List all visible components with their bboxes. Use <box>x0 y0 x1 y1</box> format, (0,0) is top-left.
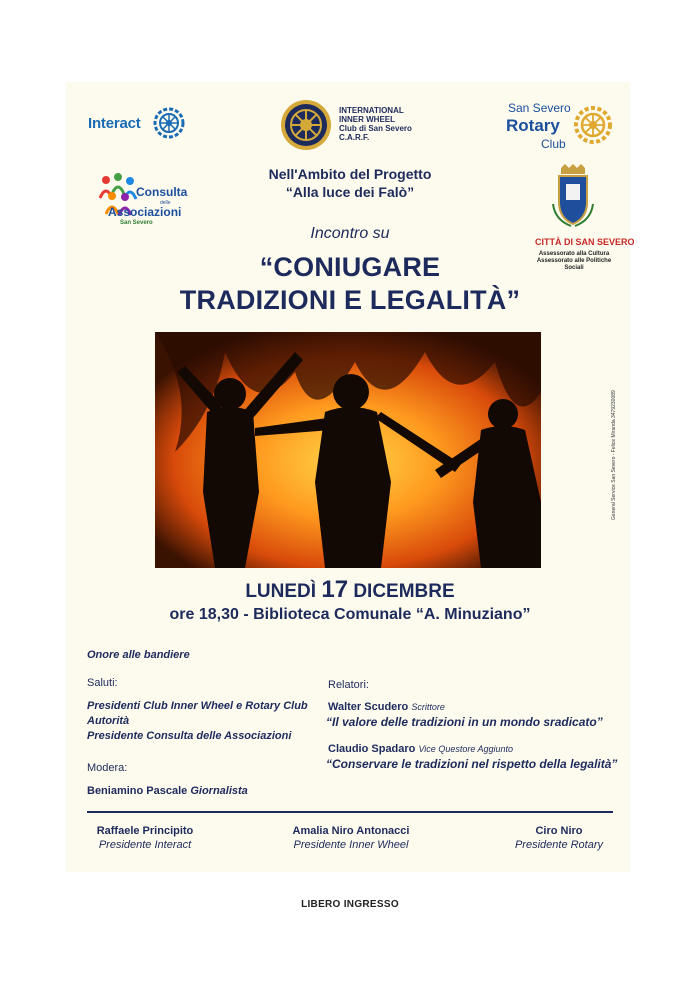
speaker1-role: Scrittore <box>411 702 445 712</box>
signature-inner-wheel <box>276 824 426 852</box>
rotary-name: Rotary <box>506 116 560 135</box>
speaker2-name: Claudio Spadaro <box>328 743 416 755</box>
consulta-city: San Severo <box>120 220 153 226</box>
event-day-number: 17 <box>321 576 349 603</box>
rotary-wheel-icon <box>574 106 612 144</box>
title-line2: TRADIZIONI E LEGALITÀ” <box>179 285 521 315</box>
interact-logo-text: Interact <box>88 115 141 132</box>
modera-label: Modera: <box>87 762 128 774</box>
saluti-item: Presidenti Club Inner Wheel e Rotary Club <box>87 700 308 712</box>
signature-name: Amalia Niro Antonacci <box>292 825 410 837</box>
speaker2-title: “Conservare le tradizioni nel rispetto della legalità” <box>326 757 618 771</box>
title-line1: “CONIUGARE <box>259 252 441 282</box>
event-month: DICEMBRE <box>353 581 455 602</box>
moderatore-role: Giornalista <box>190 785 248 797</box>
event-time-place: ore 18,30 - Biblioteca Comunale “A. Minuziano” <box>169 606 531 623</box>
free-entry-label: LIBERO INGRESSO <box>301 899 399 910</box>
inner-wheel-icon <box>280 99 332 151</box>
moderatore-name: Beniamino Pascale <box>87 785 188 797</box>
signature-role: Presidente Inner Wheel <box>293 839 409 851</box>
citta-label: CITTÀ DI SAN SEVERO <box>535 237 635 247</box>
printer-credit: General Service San Severo - Felice Miranda 3479230089 <box>611 390 617 520</box>
rotary-club: Club <box>541 137 566 151</box>
speaker2 <box>328 742 513 757</box>
signature-role: Presidente Rotary <box>514 839 604 851</box>
moderatore <box>87 784 248 799</box>
assessorato-cultura: Assessorato alla Cultura <box>538 251 610 257</box>
inner-wheel-text <box>339 106 412 142</box>
project-name: “Alla luce dei Falò” <box>285 184 415 200</box>
saluti-item: Autorità <box>87 715 130 727</box>
saluti-item: Presidente Consulta delle Associazioni <box>87 730 292 742</box>
consulta-line1: Consulta <box>136 185 188 199</box>
inner-wheel-line3: Club di San Severo <box>339 124 412 133</box>
interact-wheel-icon <box>153 107 185 139</box>
speaker2-role: Vice Questore Aggiunto <box>418 744 514 754</box>
project-intro <box>200 165 500 201</box>
separator-line <box>87 811 613 813</box>
city-crest-icon <box>549 164 597 228</box>
signature-role: Presidente Interact <box>98 839 192 851</box>
inner-wheel-line2: INNER WHEEL <box>339 115 395 124</box>
inner-wheel-line1: INTERNATIONAL <box>339 106 404 115</box>
rotary-city: San Severo <box>508 101 571 115</box>
consulta-small: delle <box>160 200 171 206</box>
signature-rotary <box>484 824 634 852</box>
bonfire-photo <box>155 332 541 568</box>
speaker1-name: Walter Scudero <box>328 701 409 713</box>
saluti-list <box>87 699 308 744</box>
signature-name: Ciro Niro <box>535 825 583 837</box>
incontro-label: Incontro su <box>310 225 390 242</box>
speaker1-title: “Il valore delle tradizioni in un mondo sradicato” <box>326 715 603 729</box>
speaker1 <box>328 700 445 715</box>
saluti-label: Saluti: <box>87 677 118 689</box>
event-day: LUNEDÌ <box>245 581 317 602</box>
assessorato-sociali: Assessorato alle Politiche Sociali <box>536 258 612 271</box>
inner-wheel-line4: C.A.R.F. <box>339 133 370 142</box>
main-title <box>130 251 570 317</box>
onore-line: Onore alle bandiere <box>87 649 190 661</box>
signature-interact <box>70 824 220 852</box>
consulta-line2: Associazioni <box>108 205 182 219</box>
event-date <box>150 576 550 604</box>
signature-name: Raffaele Principito <box>96 825 194 837</box>
relatori-label: Relatori: <box>328 679 369 691</box>
project-line1: Nell'Ambito del Progetto <box>268 166 432 182</box>
